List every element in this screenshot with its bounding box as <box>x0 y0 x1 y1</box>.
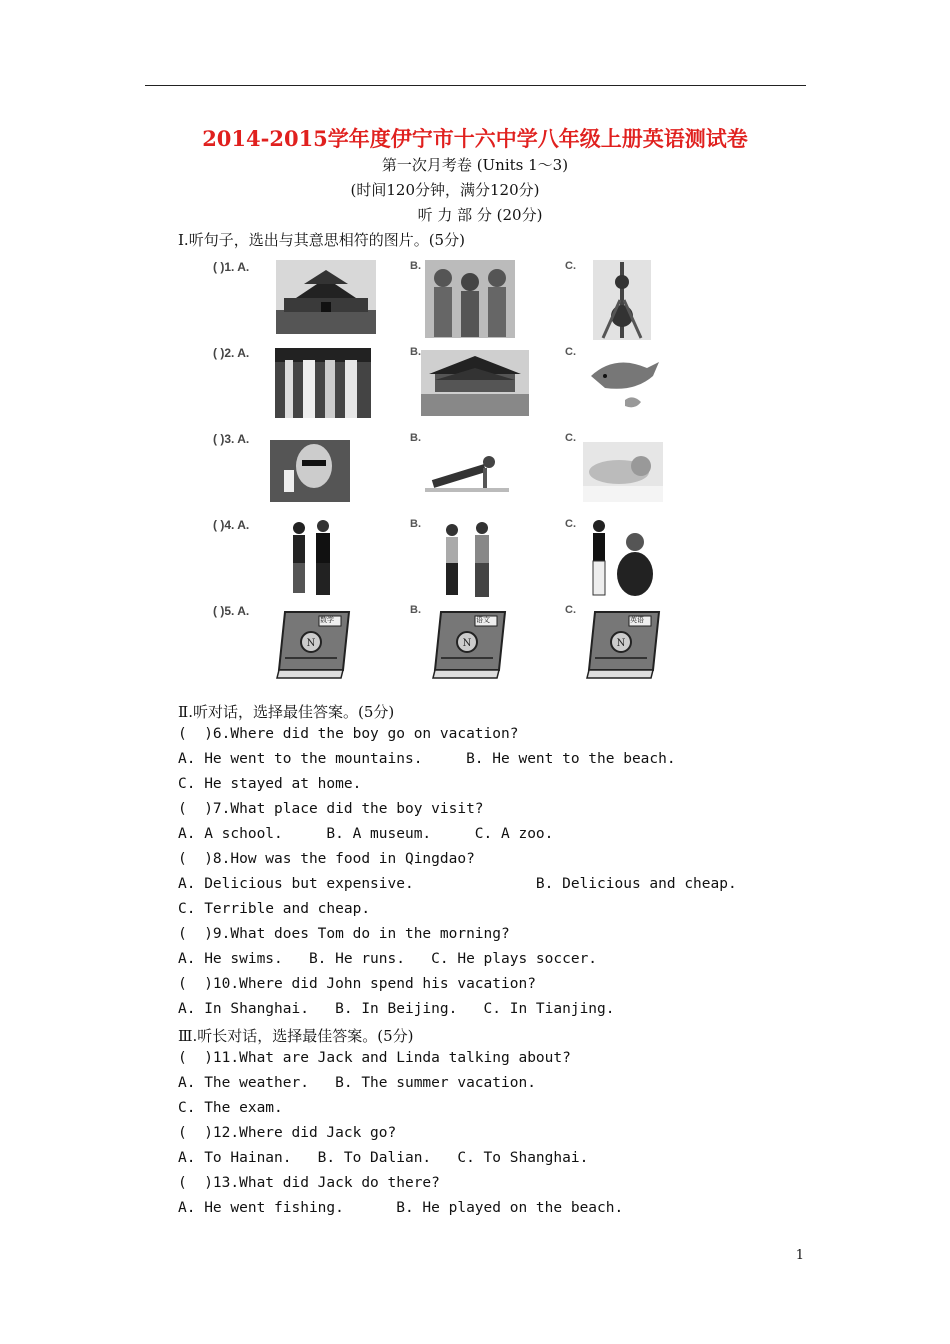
question-number: ( )4. A. <box>213 518 250 532</box>
question-line: ( )12.Where did Jack go? <box>178 1125 397 1141</box>
question-line: ( )10.Where did John spend his vacation? <box>178 976 536 992</box>
answer-options: A. To Hainan. B. To Dalian. C. To Shanghai. <box>178 1150 589 1166</box>
option-c-label: C. <box>565 518 576 530</box>
answer-options: A. He swims. B. He runs. C. He plays soccer. <box>178 951 598 967</box>
couple-figures-3 <box>585 518 661 598</box>
question-row-2 <box>213 338 673 424</box>
terracotta-warriors-photo <box>425 260 515 338</box>
option-c-label: C. <box>565 260 576 272</box>
exam-time-info: (时间120分钟，满分120分) <box>350 181 540 199</box>
book-label-math: 数学 <box>320 616 334 624</box>
option-b-label: B. <box>410 518 421 530</box>
svg-text:N: N <box>462 638 472 649</box>
page-number: 1 <box>795 1248 804 1263</box>
question-row-1 <box>213 252 673 338</box>
question-row-3 <box>213 424 673 510</box>
tiananmen-gate-photo <box>276 260 376 334</box>
woman-resting-photo <box>583 442 663 502</box>
question-number: ( )2. A. <box>213 346 250 360</box>
answer-options: A. A school. B. A museum. C. A zoo. <box>178 826 554 842</box>
woman-drinking-photo <box>270 440 350 502</box>
question-line: ( )9.What does Tom do in the morning? <box>178 926 510 942</box>
option-b-label: B. <box>410 346 421 358</box>
svg-text:N: N <box>306 638 316 649</box>
oriental-pearl-tower-photo <box>593 260 651 340</box>
question-row-5 <box>213 596 673 682</box>
math-book <box>275 608 353 680</box>
option-b-label: B. <box>410 260 421 272</box>
english-book <box>585 608 663 680</box>
answer-options: C. The exam. <box>178 1100 283 1116</box>
answer-options: A. He went fishing. B. He played on the beach. <box>178 1200 624 1216</box>
answer-options: A. Delicious but expensive. B. Delicious and cheap. <box>178 876 737 892</box>
exam-subtitle: 第一次月考卷 (Units 1～3) <box>381 156 569 174</box>
couple-figures-2 <box>438 522 498 598</box>
question-row-4 <box>213 510 673 596</box>
exam-title: 2014-2015学年度伊宁市十六中学八年级上册英语测试卷 <box>202 126 748 151</box>
chinese-book <box>431 608 509 680</box>
answer-options: A. In Shanghai. B. In Beijing. C. In Tianjing. <box>178 1001 615 1017</box>
answer-options: A. The weather. B. The summer vacation. <box>178 1075 536 1091</box>
option-b-label: B. <box>410 604 421 616</box>
answer-options: A. He went to the mountains. B. He went to the beach. <box>178 751 676 767</box>
option-c-label: C. <box>565 604 576 616</box>
question-line: ( )6.Where did the boy go on vacation? <box>178 726 519 742</box>
couple-figures-1 <box>285 520 337 596</box>
answer-options: C. Terrible and cheap. <box>178 901 371 917</box>
option-c-label: C. <box>565 346 576 358</box>
header-rule <box>145 85 806 86</box>
svg-text:N: N <box>616 638 626 649</box>
book-label-chinese: 语文 <box>476 616 490 624</box>
question-number: ( )1. A. <box>213 260 250 274</box>
option-c-label: C. <box>565 432 576 444</box>
question-number: ( )3. A. <box>213 432 250 446</box>
question-line: ( )7.What place did the boy visit? <box>178 801 484 817</box>
question-line: ( )13.What did Jack do there? <box>178 1175 440 1191</box>
question-line: ( )8.How was the food in Qingdao? <box>178 851 475 867</box>
dolphin-photo <box>585 346 665 422</box>
question-number: ( )5. A. <box>213 604 250 618</box>
picture-question-grid <box>213 252 673 680</box>
section2-heading: Ⅱ.听对话，选择最佳答案。(5分) <box>178 703 395 721</box>
section3-heading: Ⅲ.听长对话，选择最佳答案。(5分) <box>178 1027 414 1045</box>
woman-plank-exercise-photo <box>425 452 509 492</box>
question-line: ( )11.What are Jack and Linda talking about? <box>178 1050 571 1066</box>
listening-part-heading: 听 力 部 分 (20分) <box>417 206 543 224</box>
option-b-label: B. <box>410 432 421 444</box>
book-label-english: 英语 <box>630 616 644 624</box>
waterfall-photo <box>275 348 371 418</box>
palace-hall-photo <box>421 350 529 416</box>
answer-options: C. He stayed at home. <box>178 776 362 792</box>
section1-heading: Ⅰ.听句子，选出与其意思相符的图片。(5分) <box>178 231 465 249</box>
